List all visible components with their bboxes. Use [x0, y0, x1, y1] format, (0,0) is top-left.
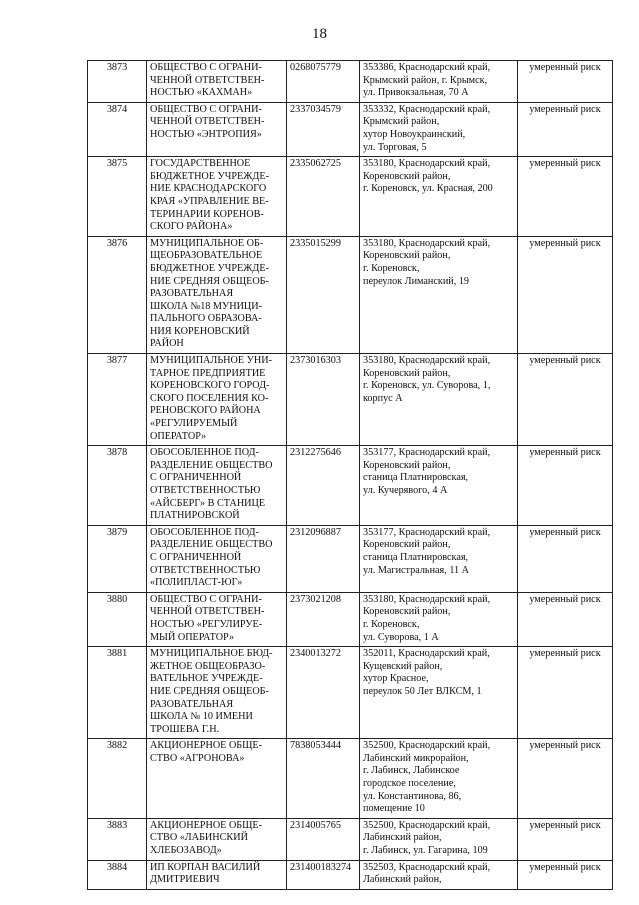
risk-category: умеренный риск	[518, 354, 613, 446]
row-number: 3877	[88, 354, 147, 446]
table-row	[88, 860, 613, 889]
table-row	[88, 236, 613, 353]
organization-name: ИП КОРПАН ВАСИЛИЙ ДМИТРИЕВИЧ	[147, 860, 287, 889]
row-number: 3875	[88, 157, 147, 237]
address: 353177, Краснодарский край, Кореновский район, станица Платнировская, ул. Кучерявого, 4 А	[360, 446, 518, 526]
inn: 2337034579	[287, 102, 360, 156]
row-number: 3882	[88, 739, 147, 819]
table-row	[88, 354, 613, 446]
inn: 2335062725	[287, 157, 360, 237]
risk-category: умеренный риск	[518, 446, 613, 526]
inn: 2373016303	[287, 354, 360, 446]
risk-category: умеренный риск	[518, 818, 613, 860]
organization-name: ГОСУДАРСТВЕННОЕ БЮДЖЕТНОЕ УЧРЕЖДЕ- НИЕ КРАСНОДАРСКОГО КРАЯ «УПРАВЛЕНИЕ ВЕ- ТЕРИНАРИИ КОРЕНОВ- СКОГО РАЙОНА»	[147, 157, 287, 237]
row-number: 3879	[88, 525, 147, 592]
organization-name: ОБЩЕСТВО С ОГРАНИ- ЧЕННОЙ ОТВЕТСТВЕН- НОСТЬЮ «ЭНТРОПИЯ»	[147, 102, 287, 156]
risk-category: умеренный риск	[518, 739, 613, 819]
address: 352011, Краснодарский край, Кущевский район, хутор Красное, переулок 50 Лет ВЛКСМ, 1	[360, 647, 518, 739]
address: 353177, Краснодарский край, Кореновский район, станица Платнировская, ул. Магистральная, 11 А	[360, 525, 518, 592]
risk-category: умеренный риск	[518, 236, 613, 353]
risk-category: умеренный риск	[518, 157, 613, 237]
organization-name: МУНИЦИПАЛЬНОЕ ОБ- ЩЕОБРАЗОВАТЕЛЬНОЕ БЮДЖЕТНОЕ УЧРЕЖДЕ- НИЕ СРЕДНЯЯ ОБЩЕОБ- РАЗОВАТЕЛЬНАЯ ШКОЛА №18 МУНИЦИ- ПАЛЬНОГО ОБРАЗОВА- НИЯ КОРЕНОВСКИЙ РАЙОН	[147, 236, 287, 353]
row-number: 3873	[88, 61, 147, 103]
risk-category: умеренный риск	[518, 61, 613, 103]
address: 352500, Краснодарский край, Лабинский район, г. Лабинск, ул. Гагарина, 109	[360, 818, 518, 860]
inn: 2314005765	[287, 818, 360, 860]
address: 353332, Краснодарский край, Крымский район, хутор Новоукраинский, ул. Торговая, 5	[360, 102, 518, 156]
table-row	[88, 446, 613, 526]
inn: 2312275646	[287, 446, 360, 526]
risk-category: умеренный риск	[518, 525, 613, 592]
table-row	[88, 525, 613, 592]
address: 353386, Краснодарский край, Крымский район, г. Крымск, ул. Привокзальная, 70 А	[360, 61, 518, 103]
inn: 2312096887	[287, 525, 360, 592]
address: 353180, Краснодарский край, Кореновский район, г. Кореновск, ул. Суворова, 1, корпус А	[360, 354, 518, 446]
row-number: 3874	[88, 102, 147, 156]
inn: 2373021208	[287, 592, 360, 646]
inn: 2340013272	[287, 647, 360, 739]
table-row	[88, 592, 613, 646]
table-row	[88, 818, 613, 860]
table-row	[88, 739, 613, 819]
risk-category: умеренный риск	[518, 647, 613, 739]
row-number: 3884	[88, 860, 147, 889]
inn: 7838053444	[287, 739, 360, 819]
risk-category: умеренный риск	[518, 102, 613, 156]
address: 353180, Краснодарский край, Кореновский район, г. Кореновск, переулок Лиманский, 19	[360, 236, 518, 353]
registry-table	[87, 60, 613, 890]
risk-category: умеренный риск	[518, 592, 613, 646]
organization-name: МУНИЦИПАЛЬНОЕ БЮД- ЖЕТНОЕ ОБЩЕОБРАЗО- ВАТЕЛЬНОЕ УЧРЕЖДЕ- НИЕ СРЕДНЯЯ ОБЩЕОБ- РАЗОВАТЕЛЬНАЯ ШКОЛА № 10 ИМЕНИ ТРОШЕВА Г.Н.	[147, 647, 287, 739]
address: 353180, Краснодарский край, Кореновский район, г. Кореновск, ул. Суворова, 1 А	[360, 592, 518, 646]
organization-name: АКЦИОНЕРНОЕ ОБЩЕ- СТВО «АГРОНОВА»	[147, 739, 287, 819]
organization-name: АКЦИОНЕРНОЕ ОБЩЕ- СТВО «ЛАБИНСКИЙ ХЛЕБОЗАВОД»	[147, 818, 287, 860]
organization-name: ОБЩЕСТВО С ОГРАНИ- ЧЕННОЙ ОТВЕТСТВЕН- НОСТЬЮ «РЕГУЛИРУЕ- МЫЙ ОПЕРАТОР»	[147, 592, 287, 646]
row-number: 3883	[88, 818, 147, 860]
table-row	[88, 61, 613, 103]
inn: 0268075779	[287, 61, 360, 103]
inn: 231400183274	[287, 860, 360, 889]
organization-name: ОБОСОБЛЕННОЕ ПОД- РАЗДЕЛЕНИЕ ОБЩЕСТВО С ОГРАНИЧЕННОЙ ОТВЕТСТВЕННОСТЬЮ «АЙСБЕРГ» В СТАНИЦЕ ПЛАТНИРОВСКОЙ	[147, 446, 287, 526]
page-number: 18	[312, 26, 327, 42]
row-number: 3881	[88, 647, 147, 739]
row-number: 3880	[88, 592, 147, 646]
row-number: 3878	[88, 446, 147, 526]
table-row	[88, 102, 613, 156]
address: 353180, Краснодарский край, Кореновский район, г. Кореновск, ул. Красная, 200	[360, 157, 518, 237]
registry-table-body	[88, 61, 613, 890]
risk-category: умеренный риск	[518, 860, 613, 889]
address: 352503, Краснодарский край, Лабинский район,	[360, 860, 518, 889]
inn: 2335015299	[287, 236, 360, 353]
organization-name: МУНИЦИПАЛЬНОЕ УНИ- ТАРНОЕ ПРЕДПРИЯТИЕ КОРЕНОВСКОГО ГОРОД- СКОГО ПОСЕЛЕНИЯ КО- РЕНОВСКОГО РАЙОНА «РЕГУЛИРУЕМЫЙ ОПЕРАТОР»	[147, 354, 287, 446]
table-row	[88, 647, 613, 739]
organization-name: ОБЩЕСТВО С ОГРАНИ- ЧЕННОЙ ОТВЕТСТВЕН- НОСТЬЮ «КАХМАН»	[147, 61, 287, 103]
organization-name: ОБОСОБЛЕННОЕ ПОД- РАЗДЕЛЕНИЕ ОБЩЕСТВО С ОГРАНИЧЕННОЙ ОТВЕТСТВЕННОСТЬЮ «ПОЛИПЛАСТ-ЮГ»	[147, 525, 287, 592]
row-number: 3876	[88, 236, 147, 353]
address: 352500, Краснодарский край, Лабинский микрорайон, г. Лабинск, Лабинское городское поселение, ул. Константинова, 86, помещение 10	[360, 739, 518, 819]
table-row	[88, 157, 613, 237]
